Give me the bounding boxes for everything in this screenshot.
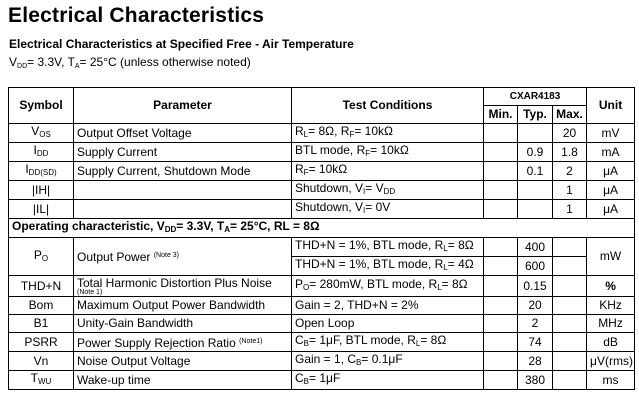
symbol-cell [9, 124, 74, 143]
cond-sub: B [303, 339, 310, 348]
cond-sub: I [363, 187, 366, 196]
unit-cell: ms [587, 371, 635, 390]
table-row [9, 371, 635, 390]
cond-vsub: DD [17, 63, 28, 70]
min-cell [484, 257, 518, 276]
min-cell [484, 143, 518, 162]
cond-sub: F [365, 149, 371, 158]
parameter-text: Power Supply Rejection Ratio [77, 335, 236, 350]
max-cell [553, 315, 587, 333]
max-cell: 2 [553, 162, 587, 181]
parameter-text: Maximum Output Power Bandwidth [77, 298, 266, 312]
min-cell [484, 315, 518, 333]
test-condition-cell [292, 124, 484, 143]
symbol-cell: THD+N [9, 276, 74, 297]
max-cell [553, 276, 587, 297]
section-row [9, 219, 635, 238]
section-sub1: DD [164, 225, 177, 234]
min-cell [484, 276, 518, 297]
min-cell [484, 297, 518, 315]
unit-cell: μA [587, 200, 635, 219]
max-cell [553, 238, 587, 257]
parameter-text: Unity-Gain Bandwidth [77, 316, 194, 330]
cond-mid: = 3.3V, T [27, 55, 75, 69]
parameter-text: Total Harmonic Distortion Plus Noise [77, 276, 272, 290]
header-parameter: Parameter [74, 88, 292, 124]
cond-sub: F [303, 168, 309, 177]
symbol-text: I [33, 143, 37, 157]
cond-rest: = 8Ω, R [308, 124, 350, 138]
symbol-sub: OS [39, 130, 51, 139]
typ-cell: 0.1 [518, 162, 553, 181]
parameter-text: Wake-up time [77, 372, 151, 387]
header-min: Min. [484, 106, 518, 124]
max-cell: 1.8 [553, 143, 587, 162]
section-label: Operating characteristic, V [12, 219, 165, 233]
parameter-cell [74, 297, 292, 315]
cond-text: BTL mode, R [295, 143, 366, 157]
cond-rest: = 1μF, BTL mode, R [309, 333, 416, 347]
cond-text: THD+N = 1%, BTL mode, R [295, 238, 444, 252]
table-row [9, 297, 635, 315]
section-sub2: A [224, 225, 231, 234]
header-symbol: Symbol [9, 88, 74, 124]
table-row [9, 162, 635, 181]
parameter-cell: Supply Current [74, 143, 292, 162]
note-ref: (Note 1) [77, 289, 103, 296]
symbol-cell [9, 162, 74, 181]
cond-sub2: DD [383, 187, 396, 196]
test-condition-cell [292, 333, 484, 352]
symbol-text: |IH| [31, 182, 51, 197]
cond-sub: L [443, 244, 448, 253]
min-cell [484, 352, 518, 371]
typ-cell: 28 [518, 352, 553, 371]
table-row [9, 333, 635, 352]
symbol-text: B1 [33, 316, 49, 330]
typ-cell: 400 [518, 238, 553, 257]
symbol-text: P [33, 247, 42, 262]
test-condition-cell [292, 276, 484, 297]
parameter-text: Output Power [77, 250, 151, 264]
cond-text: C [295, 371, 304, 385]
cond-rest: = 4Ω [447, 257, 474, 271]
cond-sub: I [363, 206, 366, 215]
unit-cell: μA [587, 181, 635, 200]
cond-text: R [295, 162, 304, 176]
cond-text: Shutdown, V [295, 181, 364, 195]
cond-sub: L [443, 263, 448, 272]
page-subtitle: Electrical Characteristics at Specified Free - Air Temperature [9, 37, 354, 51]
typ-cell [518, 200, 553, 219]
cond-sub2: L [415, 339, 421, 348]
cond-rest: = 0V [365, 200, 391, 214]
symbol-cell [9, 315, 74, 333]
unit-cell: MHz [587, 315, 635, 333]
unit-cell: mW [587, 238, 635, 276]
symbol-cell [9, 297, 74, 315]
cond-rest: = 10kΩ [308, 162, 348, 176]
cond-sub: B [356, 358, 362, 367]
typ-cell: 20 [518, 297, 553, 315]
min-cell [484, 371, 518, 390]
test-condition-cell [292, 238, 484, 257]
max-cell [553, 257, 587, 276]
symbol-text: V [31, 124, 40, 138]
symbol-sub: WU [38, 377, 52, 386]
section-end: = 25°C, RL = 8Ω [230, 219, 320, 233]
cond-sub: B [303, 377, 310, 386]
cond-rest2: = 10kΩ [354, 124, 394, 138]
header-max: Max. [553, 106, 587, 124]
cond-rest: = 8Ω [447, 238, 474, 252]
symbol-cell [9, 200, 74, 219]
test-condition-cell [292, 162, 484, 181]
electrical-characteristics-table [8, 87, 635, 390]
max-cell: 20 [553, 124, 587, 143]
symbol-text: |IL| [32, 201, 50, 216]
unit-cell: mA [587, 143, 635, 162]
header-test-conditions: Test Conditions [292, 88, 484, 124]
symbol-cell [9, 371, 74, 390]
cond-rest2: = 8Ω [441, 277, 468, 291]
symbol-text: Bom [28, 298, 54, 312]
symbol-text: I [25, 162, 29, 176]
cond-text: Gain = 2, THD+N = 2% [295, 298, 419, 312]
symbol-cell [9, 238, 74, 276]
test-condition-cell [292, 297, 484, 315]
test-condition-cell [292, 143, 484, 162]
min-cell [484, 162, 518, 181]
unit-cell: dB [587, 333, 635, 352]
table-row [9, 276, 635, 297]
min-cell [484, 333, 518, 352]
typ-cell: 0.15 [518, 276, 553, 297]
table-row [9, 238, 635, 257]
table-body [9, 124, 635, 390]
parameter-cell [74, 352, 292, 371]
typ-cell: 74 [518, 333, 553, 352]
table-row [9, 143, 635, 162]
symbol-text: T [30, 371, 38, 385]
cond-rest: = 0.1μF [361, 352, 403, 366]
unit-cell: μV(rms) [587, 352, 635, 371]
test-condition-cell [292, 200, 484, 219]
max-cell [553, 333, 587, 352]
typ-cell: 600 [518, 257, 553, 276]
test-condition-note [9, 55, 251, 70]
cond-text: Shutdown, V [295, 200, 364, 214]
cond-text: C [295, 333, 304, 347]
parameter-cell: Output Offset Voltage [74, 124, 292, 143]
min-cell [484, 181, 518, 200]
unit-cell: KHz [587, 297, 635, 315]
header-unit: Unit [587, 88, 635, 124]
max-cell: 1 [553, 200, 587, 219]
cond-rest: = V [365, 181, 384, 195]
test-condition-cell [292, 315, 484, 333]
symbol-cell [9, 352, 74, 371]
symbol-sub: O [41, 253, 49, 263]
cond-text: Gain = 1, C [295, 352, 357, 366]
cond-rest: = 10kΩ [370, 143, 409, 157]
cond-end: = 25°C (unless otherwise noted) [79, 55, 251, 69]
parameter-text: Noise Output Voltage [77, 353, 191, 368]
table-row [9, 352, 635, 371]
parameter-cell [74, 181, 292, 200]
parameter-cell: Supply Current, Shutdown Mode [74, 162, 292, 181]
cond-sub: L [303, 130, 309, 139]
table-row [9, 200, 635, 219]
note-ref: (Note 3) [153, 252, 180, 259]
symbol-cell [9, 333, 74, 352]
cond-rest: = 280mW, BTL mode, R [309, 277, 438, 291]
max-cell [553, 352, 587, 371]
cond-sub2: F [349, 130, 355, 139]
unit-cell: mV [587, 124, 635, 143]
cond-sub2: L [437, 283, 442, 292]
max-cell: 1 [553, 181, 587, 200]
symbol-text: Vn [33, 353, 49, 368]
parameter-cell [74, 333, 292, 352]
max-cell [553, 371, 587, 390]
symbol-cell [9, 143, 74, 162]
note-ref: (Note1) [239, 337, 263, 345]
symbol-text: PSRR [24, 334, 58, 349]
min-cell [484, 200, 518, 219]
test-condition-cell [292, 352, 484, 371]
cond-rest2: = 8Ω [420, 333, 447, 347]
symbol-sub: DD(SD) [28, 168, 57, 177]
parameter-cell [74, 315, 292, 333]
typ-cell: 0.9 [518, 143, 553, 162]
max-cell [553, 297, 587, 315]
min-cell [484, 238, 518, 257]
symbol-sub: DD [36, 149, 49, 158]
parameter-cell [74, 371, 292, 390]
symbol-cell [9, 181, 74, 200]
table-row [9, 124, 635, 143]
cond-tsub: A [74, 63, 80, 70]
table-row [9, 315, 635, 333]
cond-text: R [295, 124, 304, 138]
test-condition-cell [292, 371, 484, 390]
unit-cell: μA [587, 162, 635, 181]
cond-text: P [295, 277, 304, 291]
header-typ: Typ. [518, 106, 553, 124]
page-title: Electrical Characteristics [8, 4, 265, 27]
typ-cell: 2 [518, 315, 553, 333]
section-mid: = 3.3V, T [176, 219, 225, 233]
cond-text: Open Loop [295, 316, 355, 330]
test-condition-cell [292, 257, 484, 276]
parameter-cell [74, 276, 292, 297]
min-cell [484, 124, 518, 143]
header-part-number: CXAR4183 [484, 88, 587, 106]
table-row [9, 181, 635, 200]
parameter-cell [74, 200, 292, 219]
typ-cell [518, 124, 553, 143]
typ-cell [518, 181, 553, 200]
cond-sub: O [303, 283, 310, 292]
unit-cell: % [587, 276, 635, 297]
cond-text: THD+N = 1%, BTL mode, R [295, 257, 444, 271]
typ-cell: 380 [518, 371, 553, 390]
cond-rest: = 1μF [309, 371, 341, 385]
operating-characteristic-heading [9, 219, 635, 238]
test-condition-cell [292, 181, 484, 200]
parameter-cell [74, 238, 292, 276]
cond-v: V [9, 55, 18, 69]
